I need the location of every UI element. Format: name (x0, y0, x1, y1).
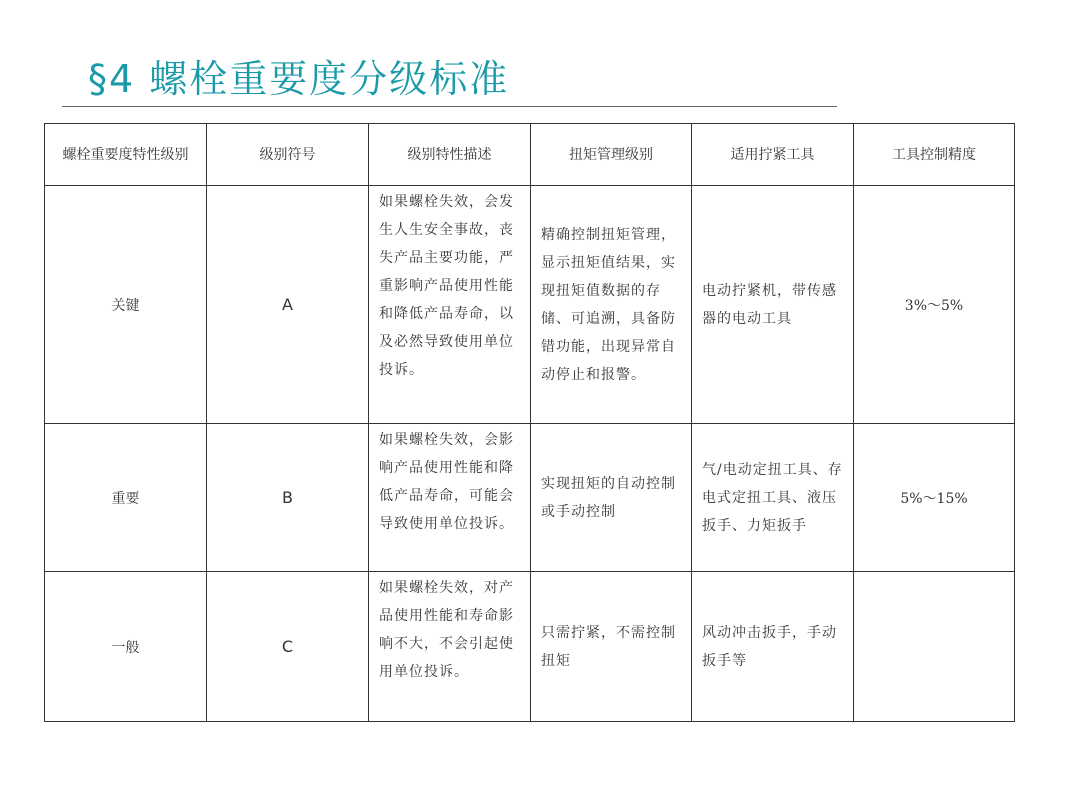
column-header-description: 级别特性描述 (369, 124, 531, 186)
tools-cell: 风动冲击扳手，手动扳手等 (692, 572, 854, 722)
bolt-grade-table (44, 123, 1015, 722)
page-title: §4 螺栓重要度分级标准 (88, 57, 510, 101)
level-cell: 关键 (45, 186, 207, 424)
symbol-cell: C (207, 572, 369, 722)
level-cell: 重要 (45, 424, 207, 572)
title-divider (62, 106, 837, 107)
table-header-row (45, 124, 1015, 186)
column-header-precision: 工具控制精度 (854, 124, 1015, 186)
torque-management-cell: 实现扭矩的自动控制或手动控制 (531, 424, 692, 572)
precision-cell (854, 572, 1015, 722)
table-row (45, 572, 1015, 722)
tools-cell: 电动拧紧机，带传感器的电动工具 (692, 186, 854, 424)
table-row (45, 186, 1015, 424)
column-header-symbol: 级别符号 (207, 124, 369, 186)
column-header-level: 螺栓重要度特性级别 (45, 124, 207, 186)
column-header-tools: 适用拧紧工具 (692, 124, 854, 186)
precision-cell: 3%～5% (854, 186, 1015, 424)
column-header-torque-management: 扭矩管理级别 (531, 124, 692, 186)
description-cell: 如果螺栓失效，会影响产品使用性能和降低产品寿命，可能会导致使用单位投诉。 (369, 424, 531, 572)
description-cell: 如果螺栓失效，对产品使用性能和寿命影响不大，不会引起使用单位投诉。 (369, 572, 531, 722)
table-row (45, 424, 1015, 572)
torque-management-cell: 只需拧紧，不需控制扭矩 (531, 572, 692, 722)
level-cell: 一般 (45, 572, 207, 722)
precision-cell: 5%～15% (854, 424, 1015, 572)
torque-management-cell: 精确控制扭矩管理，显示扭矩值结果，实现扭矩值数据的存储、可追溯，具备防错功能，出现异常自动停止和报警。 (531, 186, 692, 424)
symbol-cell: A (207, 186, 369, 424)
description-cell: 如果螺栓失效，会发生人生安全事故，丧失产品主要功能，严重影响产品使用性能和降低产品寿命，以及必然导致使用单位投诉。 (369, 186, 531, 424)
symbol-cell: B (207, 424, 369, 572)
tools-cell: 气/电动定扭工具、存电式定扭工具、液压扳手、力矩扳手 (692, 424, 854, 572)
